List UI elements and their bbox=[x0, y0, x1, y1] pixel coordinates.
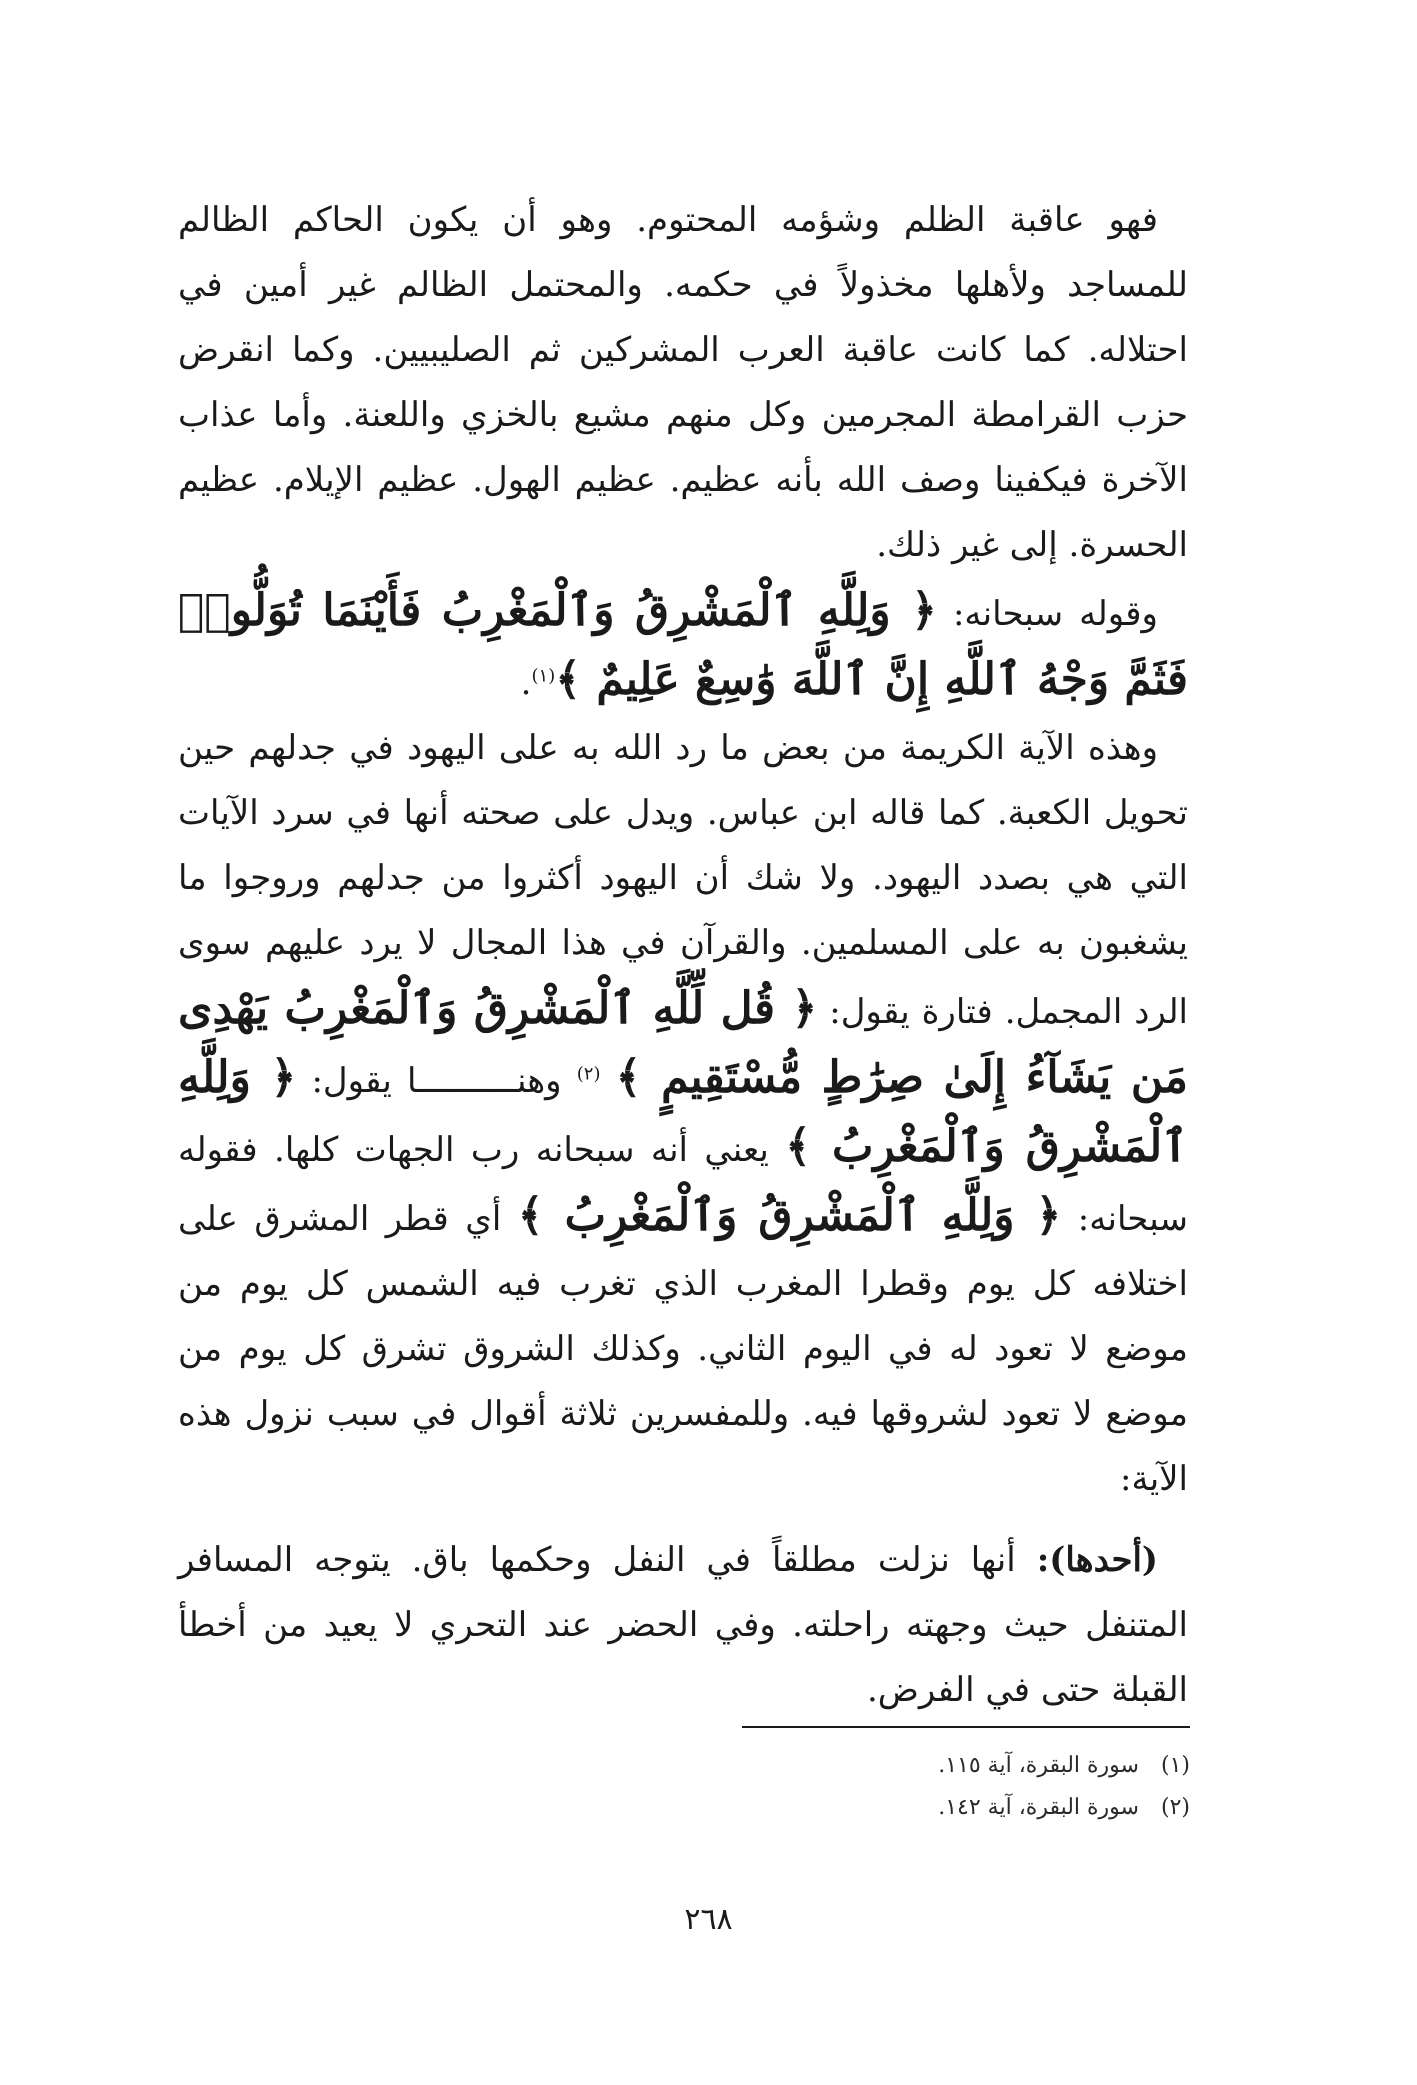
paragraph-1 bbox=[178, 188, 1188, 578]
paragraph-3-part-2: وهنــــــــــا يقول: bbox=[311, 1061, 562, 1101]
paragraph-3-part-4: أي قطر المشرق على اختلافه كل يوم وقطرا المغرب الذي تغرب فيه الشمس كل يوم من موضع لا تعود له في اليوم الثاني. وكذلك الشروق تشرق كل يوم من موضع لا تعود لشروقها فيه. وللمفسرين ثلاثة أقوال في سبب نزول هذه الآية: bbox=[178, 1199, 1188, 1499]
paragraph-2 bbox=[178, 578, 1188, 716]
quran-verse-4: ﴿ وَلِلَّهِ ٱلْمَشْرِقُ وَٱلْمَغْرِبُ ﴾ bbox=[517, 1190, 1062, 1241]
paragraph-3-part-3: يعني أنه سبحانه رب الجهات كلها. فقوله سبحانه: bbox=[178, 1130, 1188, 1239]
paragraph-4-text: أنها نزلت مطلقاً في النفل وحكمها باق. يتوجه المسافر المتنفل حيث وجهته راحلته. وفي الحضر عند التحري لا يعيد من أخطأ القبلة حتى في الفرض. bbox=[178, 1540, 1188, 1710]
footnote-2 bbox=[742, 1787, 1190, 1829]
footnote-1-text: سورة البقرة، آية ١١٥. bbox=[938, 1753, 1139, 1778]
footnote-ref-2: (٢) bbox=[576, 1063, 601, 1085]
quran-verse-2: ﴿ قُل لِّلَّهِ ٱلْمَشْرِقُ وَٱلْمَغْرِبُ يَهْدِى مَن يَشَآءُ إِلَىٰ صِرَٰطٍ مُّسْتَقِيمٍ ﴾ bbox=[178, 983, 1188, 1103]
paragraph-3-part-1: وهذه الآية الكريمة من بعض ما رد الله به على اليهود في جدلهم حين تحويل الكعبة. كما قاله ابن عباس. ويدل على صحته أنها في سرد الآيات التي هي بصدد اليهود. ولا شك أن اليهود أكثروا من جدلهم وروجوا ما يشغبون به على المسلمين. والقرآن في هذا المجال لا يرد عليهم سوى الرد المجمل. فتارة يقول: bbox=[178, 728, 1189, 1032]
paragraph-1-text: فهو عاقبة الظلم وشؤمه المحتوم. وهو أن يكون الحاكم الظالم للمساجد ولأهلها مخذولاً في حكمه. والمحتمل الظالم غير أمين في احتلاله. كما كانت عاقبة العرب المشركين ثم الصليبيين. وكما انقرض حزب القرامطة المجرمين وكل منهم مشيع بالخزي واللعنة. وأما عذاب الآخرة فيكفينا وصف الله بأنه عظيم. عظيم الهول. عظيم الإيلام. عظيم الحسرة. إلى غير ذلك. bbox=[178, 200, 1188, 565]
footnote-ref-1: (١) bbox=[531, 665, 556, 687]
footnotes bbox=[742, 1745, 1190, 1829]
quran-verse-3: ﴿ وَلِلَّهِ ٱلْمَشْرِقُ وَٱلْمَغْرِبُ ﴾ bbox=[178, 1052, 1188, 1172]
paragraph-3 bbox=[178, 716, 1188, 1512]
verse-intro: وقوله سبحانه: bbox=[952, 594, 1158, 634]
footnote-2-number: (٢) bbox=[1160, 1795, 1190, 1820]
footnote-1-number: (١) bbox=[1160, 1753, 1190, 1778]
page-number: ٢٦٨ bbox=[684, 1902, 733, 1937]
verse-end: . bbox=[520, 663, 532, 703]
footnote-divider bbox=[742, 1726, 1190, 1728]
footnote-2-text: سورة البقرة، آية ١٤٢. bbox=[938, 1795, 1139, 1820]
paragraph-4 bbox=[178, 1528, 1188, 1723]
main-text bbox=[178, 188, 1188, 1723]
footnote-1 bbox=[742, 1745, 1190, 1787]
paragraph-4-label: (أحدها): bbox=[1036, 1540, 1159, 1580]
quran-verse-1: ﴿ وَلِلَّهِ ٱلْمَشْرِقُ وَٱلْمَغْرِبُ فَأَيْنَمَا تُوَلُّوا۟ فَثَمَّ وَجْهُ ٱللَّهِ إِنَّ ٱللَّهَ وَٰسِعٌ عَلِيمٌ ﴾ bbox=[178, 585, 1188, 705]
